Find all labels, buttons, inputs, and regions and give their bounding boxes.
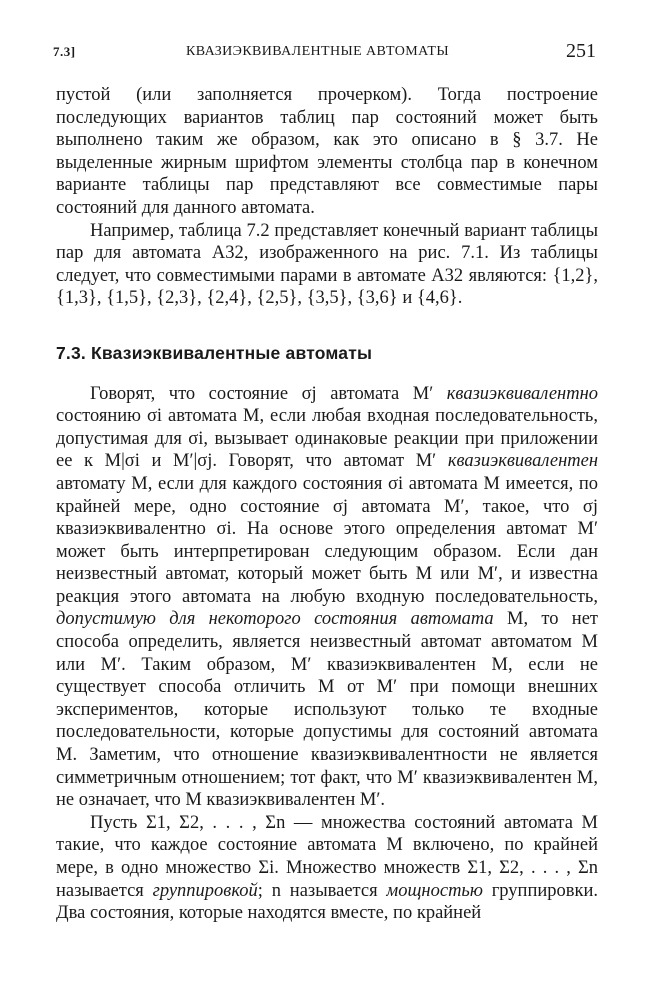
text-run: M, то нет способа определить, является неизвестный автомат автоматом M или M′. Таким образом, M′ квазиэквивалентен M, если не существует способа отличить M от M′ при помощи внешних экспериментов, которые используют только те входные последовательности, которые допустимы для состояний автомата M. Заметим, что отношение квазиэквивалентности не является симметричным отношением; тот факт, что M′ квазиэквивалентен M, не означает, что M квазиэквивалентен M′. — [56, 609, 598, 811]
text-run: Говорят, что состояние σj автомата M′ — [90, 383, 447, 404]
running-title: КВАЗИЭКВИВАЛЕНТНЫЕ АВТОМАТЫ — [186, 44, 449, 59]
text-run: ; n называется — [257, 880, 387, 901]
paragraph-definition — [56, 383, 598, 812]
book-page — [40, 36, 610, 976]
paragraph-continued: пустой (или заполняется прочерком). Тогда построение последующих вариантов таблиц пар состояний может быть выполнено таким же образом, как это описано в § 3.7. Не выделенные жирным шрифтом элементы столбца пар в конечном варианте таблицы пар представляют все совместимые пары состояний для данного автомата. — [56, 85, 598, 218]
term-quasi-equivalent-automaton: квазиэквивалентен — [447, 451, 598, 472]
emphasis-admissible: допустимую для некоторого состояния автомата — [56, 609, 494, 630]
paragraph-grouping — [56, 812, 598, 925]
page-body — [56, 84, 598, 925]
term-cardinality: мощностью — [386, 880, 483, 901]
text-run: группировки. Два состояния, которые находятся вместе, по крайней — [56, 880, 598, 924]
running-head — [40, 36, 610, 72]
section-heading: 7.3. Квазиэквивалентные автоматы — [56, 342, 373, 363]
page-number: 251 — [566, 40, 596, 62]
term-quasi-equivalent: квазиэквивалентно — [446, 383, 598, 404]
section-number: 7.3] — [53, 44, 76, 59]
paragraph-example: Например, таблица 7.2 представляет конечный вариант таблицы пар для автомата A32, изображенного на рис. 7.1. Из таблицы следует, что совместимыми парами в автомате A32 являются: {1,2}, {1,3}, {1,5}, {2,3}, {2,4}, {2,5}, {3,5}, {3,6} и {4,6}. — [56, 220, 598, 309]
term-grouping: группировкой — [152, 880, 258, 901]
text-run: состоянию σi автомата M, если любая входная последовательность, допустимая для σi, вызывает одинаковые реакции при приложении ее к M|σi и M′|σj. Говорят, что автомат M′ — [56, 406, 598, 472]
text-run: автомату M, если для каждого состояния σi автомата M имеется, по крайней мере, одно состояние σj автомата M′, такое, что σj квазиэквивалентно σi. На основе этого определения автомат M′ может быть интерпретирован следующим образом. Если дан неизвестный автомат, который может быть M или M′, и известна реакция этого автомата на любую входную последовательность, — [56, 473, 598, 607]
text-run: Пусть Σ1, Σ2, . . . , Σn — множества состояний автомата M такие, что каждое состояние автомата M включено, по крайней мере, в одно множество Σi. Множество множеств Σ1, Σ2, . . . , Σn называется — [56, 812, 598, 901]
